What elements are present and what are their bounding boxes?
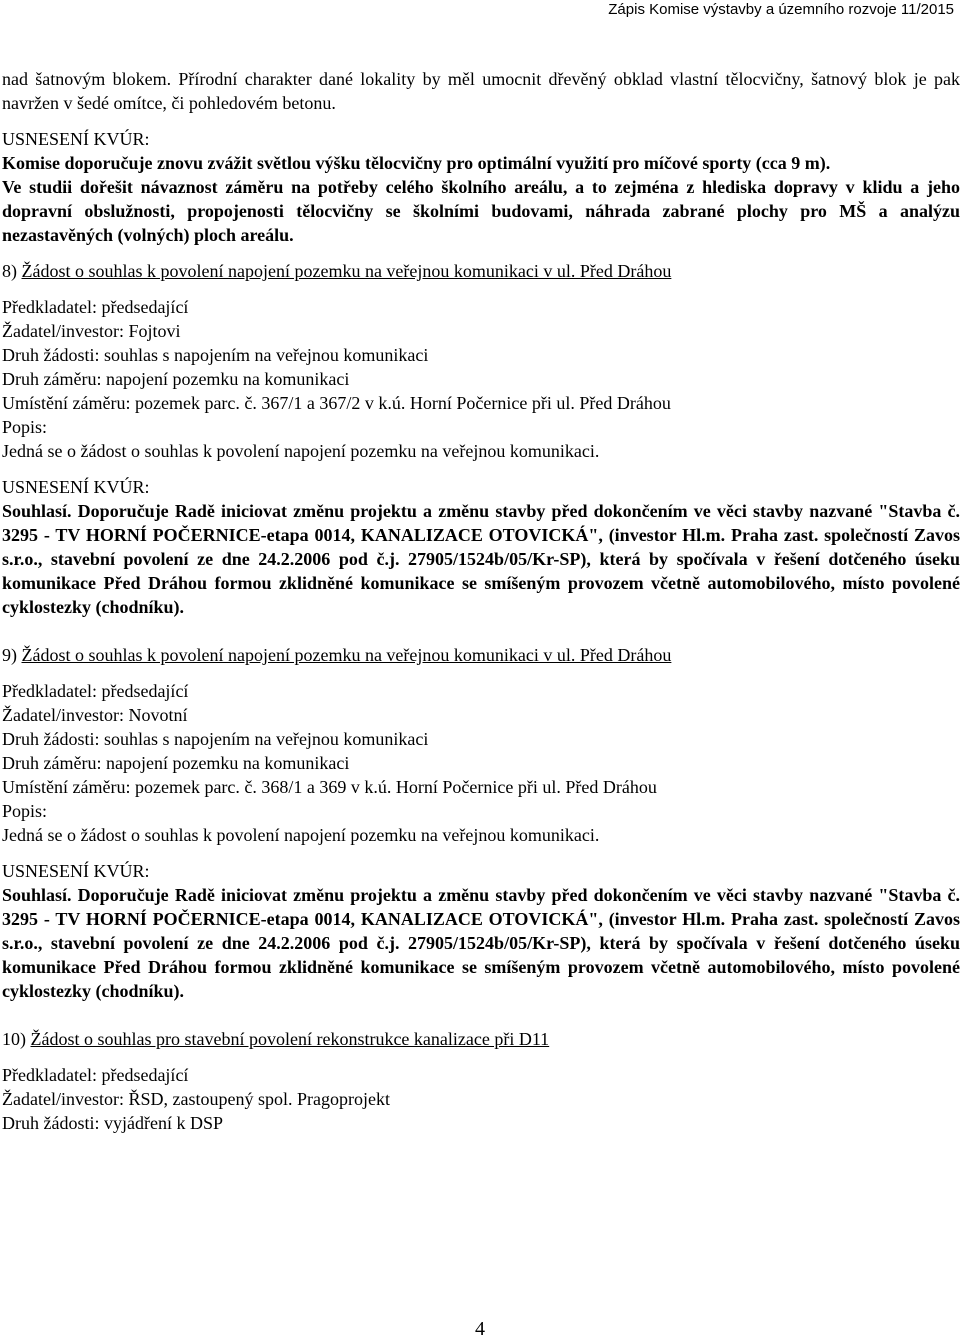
document-body <box>2 67 960 1135</box>
field-value: pozemek parc. č. 368/1 a 369 v k.ú. Horní Počernice při ul. Před Dráhou <box>134 777 657 797</box>
field-value: pozemek parc. č. 367/1 a 367/2 v k.ú. Horní Počernice při ul. Před Dráhou <box>134 393 671 413</box>
item-title: Žádost o souhlas k povolení napojení pozemku na veřejnou komunikaci v ul. Před Dráhou <box>21 645 672 665</box>
intro-paragraph: nad šatnovým blokem. Přírodní charakter dané lokality by měl umocnit dřevěný obklad vlastní tělocvičny, šatnový blok je pak navržen v šedé omítce, či pohledovém betonu. <box>2 69 960 113</box>
field-label: Žadatel/investor: <box>2 1089 124 1109</box>
resolution-text: Komise doporučuje znovu zvážit světlou výšku tělocvičny pro optimální využití pro míčové sporty (cca 9 m). <box>2 153 831 173</box>
field-label: Předkladatel: <box>2 297 97 317</box>
item-title: Žádost o souhlas pro stavební povolení rekonstrukce kanalizace při D11 <box>30 1029 550 1049</box>
field-request-type <box>2 343 960 367</box>
field-submitter <box>2 295 960 319</box>
field-value: napojení pozemku na komunikaci <box>105 753 350 773</box>
field-label: Druh žádosti: <box>2 1113 100 1133</box>
page-header: Zápis Komise výstavby a územního rozvoje 11/2015 <box>608 1 954 18</box>
field-submitter <box>2 679 960 703</box>
field-request-type <box>2 727 960 751</box>
field-plan-type <box>2 367 960 391</box>
field-value: Fojtovi <box>128 321 181 341</box>
field-value: souhlas s napojením na veřejnou komunikaci <box>103 345 429 365</box>
field-label: Druh žádosti: <box>2 729 100 749</box>
resolution-label: USNESENÍ KVÚR: <box>2 477 150 497</box>
resolution-text: Souhlasí. Doporučuje Radě iniciovat změnu projektu a změnu stavby před dokončením ve věci stavby nazvané "Stavba č. 3295 - TV HORNÍ POČERNICE-etapa 0014, KANALIZACE OTOVICKÁ", (investor Hl.m. Praha zast. společností Zavos s.r.o., stavební povolení ze dne 24.2.2006 pod č.j. 27905/1524b/05/Kr-SP), která by spočívala v řešení dotčeného úseku komunikace Před Dráhou formou zklidněné komunikace se smíšeným provozem včetně automobilového, místo povolené cyklostezky (chodníku). <box>2 885 960 1001</box>
field-label: Umístění záměru: <box>2 777 131 797</box>
field-applicant <box>2 319 960 343</box>
field-value: napojení pozemku na komunikaci <box>105 369 350 389</box>
field-applicant <box>2 703 960 727</box>
resolution-label: USNESENÍ KVÚR: <box>2 861 150 881</box>
field-location <box>2 391 960 415</box>
resolution-label: USNESENÍ KVÚR: <box>2 129 150 149</box>
item-description: Jedná se o žádost o souhlas k povolení napojení pozemku na veřejnou komunikaci. <box>2 825 600 845</box>
field-label: Umístění záměru: <box>2 393 131 413</box>
field-label: Předkladatel: <box>2 681 97 701</box>
resolution-text: Ve studii dořešit návaznost záměru na potřeby celého školního areálu, a to zejména z hlediska dopravy v klidu a jeho dopravní obslužnosti, propojenosti tělocvičny se školními budovami, náhrada zabrané plochy pro MŠ a analýzu nezastavěných (volných) ploch areálu. <box>2 177 960 245</box>
page-number: 4 <box>475 1318 485 1340</box>
field-value: předsedající <box>101 681 189 701</box>
field-label: Popis: <box>2 417 48 437</box>
item-heading <box>2 643 960 667</box>
field-label: Popis: <box>2 801 48 821</box>
field-value: ŘSD, zastoupený spol. Pragoprojekt <box>128 1089 390 1109</box>
field-description-label <box>2 799 960 823</box>
field-value: souhlas s napojením na veřejnou komunikaci <box>103 729 429 749</box>
resolution-text: Souhlasí. Doporučuje Radě iniciovat změnu projektu a změnu stavby před dokončením ve věci stavby nazvané "Stavba č. 3295 - TV HORNÍ POČERNICE-etapa 0014, KANALIZACE OTOVICKÁ", (investor Hl.m. Praha zast. společností Zavos s.r.o., stavební povolení ze dne 24.2.2006 pod č.j. 27905/1524b/05/Kr-SP), která by spočívala v řešení dotčeného úseku komunikace Před Dráhou formou zklidněné komunikace se smíšeným provozem včetně automobilového, místo povolené cyklostezky (chodníku). <box>2 501 960 617</box>
field-label: Žadatel/investor: <box>2 321 124 341</box>
field-label: Druh záměru: <box>2 369 102 389</box>
field-plan-type <box>2 751 960 775</box>
field-applicant <box>2 1087 960 1111</box>
field-location <box>2 775 960 799</box>
item-heading <box>2 259 960 283</box>
field-label: Žadatel/investor: <box>2 705 124 725</box>
field-label: Druh žádosti: <box>2 345 100 365</box>
field-label: Předkladatel: <box>2 1065 97 1085</box>
item-heading <box>2 1027 960 1051</box>
field-submitter <box>2 1063 960 1087</box>
field-value: předsedající <box>101 1065 189 1085</box>
field-value: předsedající <box>101 297 189 317</box>
field-label: Druh záměru: <box>2 753 102 773</box>
field-description-label <box>2 415 960 439</box>
item-number: 9) <box>2 645 17 665</box>
item-number: 8) <box>2 261 17 281</box>
field-value: Novotní <box>128 705 188 725</box>
item-title: Žádost o souhlas k povolení napojení pozemku na veřejnou komunikaci v ul. Před Dráhou <box>21 261 672 281</box>
item-number: 10) <box>2 1029 26 1049</box>
item-description: Jedná se o žádost o souhlas k povolení napojení pozemku na veřejnou komunikaci. <box>2 441 600 461</box>
field-request-type <box>2 1111 960 1135</box>
field-value: vyjádření k DSP <box>103 1113 223 1133</box>
